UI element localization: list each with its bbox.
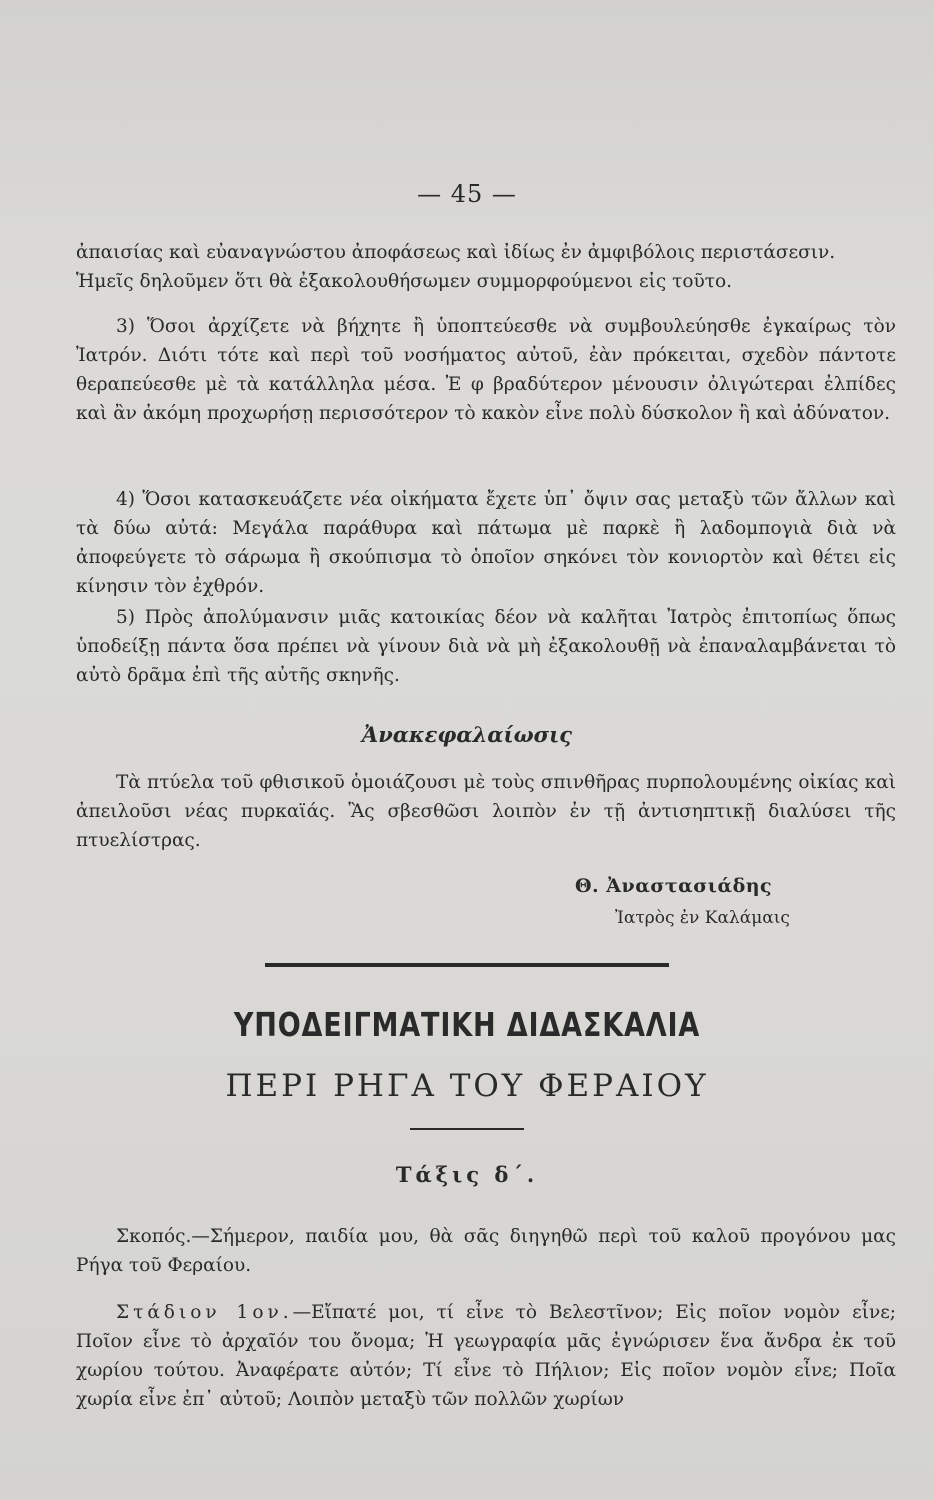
text-line: Ἡμεῖς δηλοῦμεν ὅτι θὰ ἐξακολουθήσωμεν συμμορφούμενοι εἰς τοῦτο.: [76, 271, 732, 292]
paragraph-text: [76, 1222, 896, 1280]
lesson-subtitle: ΠΕΡΙ ΡΗΓΑ ΤΟΥ ΦΕΡΑΙΟΥ: [225, 1068, 709, 1104]
paragraph-text: 5) Πρὸς ἀπολύμανσιν μιᾶς κατοικίας δέον νὰ καλῆται Ἰατρὸς ἐπιτοπίως ὅπως ὑποδείξῃ πάντα ὅσα πρέπει νὰ γίνουν διὰ νὰ μὴ ἐξακολουθῇ νὰ ἐπαναλαμβάνεται τὸ αὐτὸ δρᾶμα ἐπὶ τῆς αὐτῆς σκηνῆς.: [76, 607, 896, 686]
title-divider: [410, 1128, 524, 1130]
summary-heading: Ἀνακεφαλαίωσις: [361, 722, 573, 747]
page-number: — 45 —: [417, 180, 517, 208]
stage-label: Στάδιον 1ον.: [116, 1302, 293, 1323]
stage-paragraph: [76, 1298, 896, 1414]
paragraph-text: [76, 1298, 896, 1414]
stage-text: —Εἴπατέ μοι, τί εἶνε τὸ Βελεστῖνον; Εἰς ποῖον νομὸν εἶνε; Ποῖον εἶνε τὸ ἀρχαῖόν του ὄνομα; Ἡ γεωγραφία μᾶς ἐγνώρισεν ἕνα ἄνδρα ἐκ τοῦ χωρίου τούτου. Ἀναφέρατε αὐτόν; Τί εἶνε τὸ Πήλιον; Εἰς ποῖον νομὸν εἶνε; Ποῖα χωρία εἶνε ἐπ᾽ αὐτοῦ; Λοιπὸν μεταξὺ τῶν πολλῶν χωρίων: [76, 1302, 897, 1410]
author-title: Ἰατρὸς ἐν Καλάμαις: [615, 908, 790, 928]
paragraph-point-4: [76, 485, 896, 601]
purpose-text: —Σήμερον, παιδία μου, θὰ σᾶς διηγηθῶ περὶ τοῦ καλοῦ προγόνου μας Ρήγα τοῦ Φεραίου.: [76, 1226, 896, 1276]
paragraph-text: Τὰ πτύελα τοῦ φθισικοῦ ὁμοιάζουσι μὲ τοὺς σπινθῆρας πυρπολουμένης οἰκίας καὶ ἀπειλοῦσι νέας πυρκαϊάς. Ἂς σβεσθῶσι λοιπὸν ἐν τῇ ἀντισηπτικῇ διαλύσει τῆς πτυελίστρας.: [76, 772, 896, 851]
paragraph-text: 4) Ὅσοι κατασκευάζετε νέα οἰκήματα ἔχετε ὑπ᾽ ὄψιν σας μεταξὺ τῶν ἄλλων καὶ τὰ δύω αὐτά: Μεγάλα παράθυρα καὶ πάτωμα μὲ παρκὲ ἢ λαδομπογιὰ διὰ νὰ ἀποφεύγετε τὸ σάρωμα ἢ σκούπισμα τὸ ὁποῖον σηκόνει τὸν κονιορτὸν καὶ θέτει εἰς κίνησιν τὸν ἐχθρόν.: [76, 489, 896, 597]
summary-paragraph: [76, 768, 896, 855]
class-heading: Τάξις δ΄.: [395, 1162, 539, 1187]
paragraph-text: 3) Ὅσοι ἀρχίζετε νὰ βήχητε ἢ ὑποπτεύεσθε νὰ συμβουλεύησθε ἐγκαίρως τὸν Ἰατρόν. Διότι τότε καὶ περὶ τοῦ νοσήματος αὐτοῦ, ἐὰν πρόκειται, σχεδὸν πάντοτε θεραπεύεσθε μὲ τὰ κατάλληλα μέσα. Ἐ φ βραδύτερον μένουσιν ὀλιγώτεραι ἐλπίδες καὶ ἂν ἀκόμη προχωρήσῃ περισσότερον τὸ κακὸν εἶνε πολὺ δύσκολον ἢ καὶ ἀδύνατον.: [76, 316, 896, 424]
paragraph-point-5: [76, 603, 896, 690]
opening-lines: [76, 238, 896, 296]
paragraph-point-3: [76, 312, 896, 428]
text-line: ἀπαισίας καὶ εὐαναγνώστου ἀποφάσεως καὶ ἰδίως ἐν ἀμφιβόλοις περιστάσεσιν.: [76, 242, 836, 263]
section-divider: [265, 963, 669, 967]
purpose-label: Σκοπός.: [116, 1226, 192, 1247]
purpose-paragraph: [76, 1222, 896, 1280]
lesson-title: ΥΠΟΔΕΙΓΜΑΤΙΚΗ ΔΙΔΑΣΚΑΛΙΑ: [233, 1005, 701, 1044]
author-signature: Θ. Ἀναστασιάδης: [575, 875, 773, 897]
